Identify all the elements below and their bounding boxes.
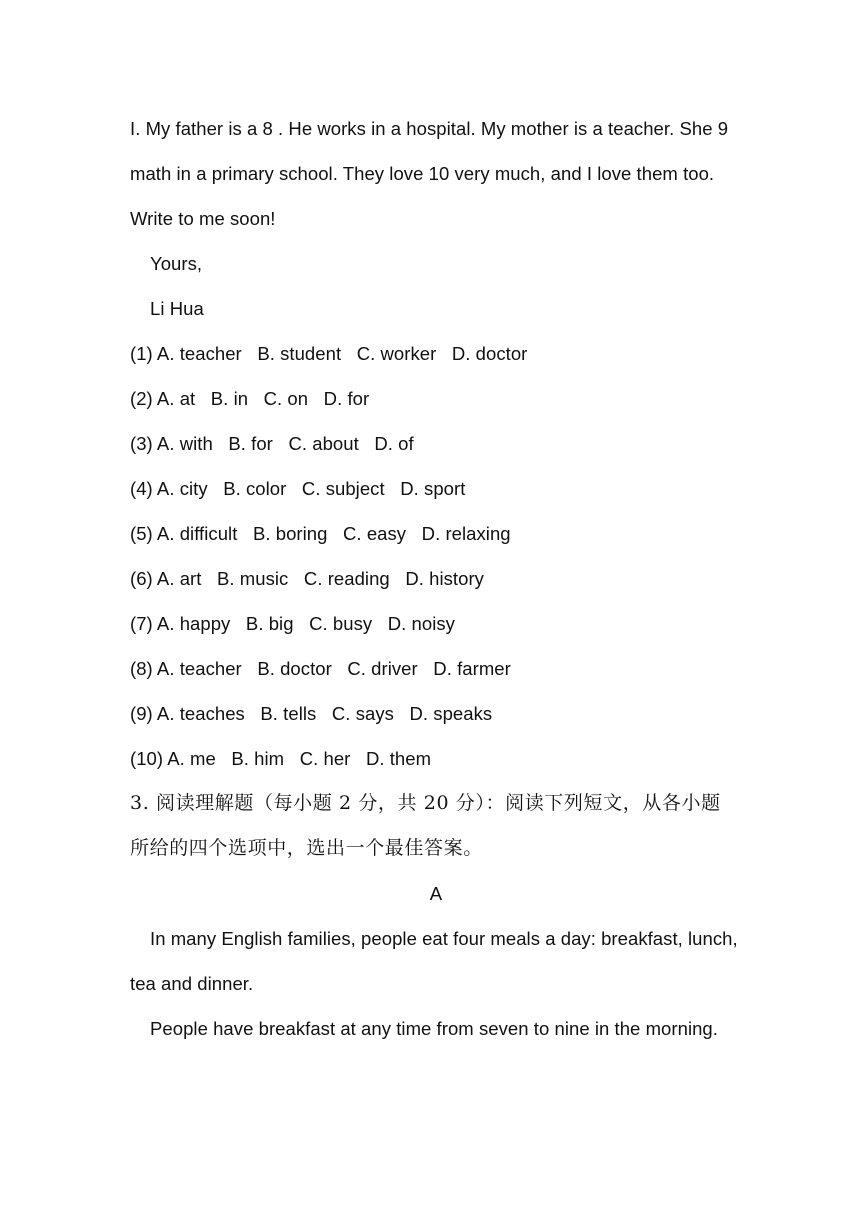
option-line-3: (3) A. with B. for C. about D. of: [130, 433, 414, 454]
passage-label: A: [429, 883, 443, 904]
option-line-8: (8) A. teacher B. doctor C. driver D. farmer: [130, 658, 511, 679]
letter-salutation: Yours,: [150, 253, 203, 274]
reading-paragraph-continued: tea and dinner.: [130, 973, 254, 994]
section-heading: 3. 阅读理解题（每小题 2 分，共 20 分）：阅读下列短文，从各小题: [130, 792, 721, 814]
option-line-4: (4) A. city B. color C. subject D. sport: [130, 478, 466, 499]
answer-options-list: [130, 331, 742, 781]
option-line-5: (5) A. difficult B. boring C. easy D. relaxing: [130, 523, 511, 544]
page-content: [130, 106, 742, 1051]
option-line-7: (7) A. happy B. big C. busy D. noisy: [130, 613, 455, 634]
reading-paragraph: In many English families, people eat four meals a day: breakfast, lunch,: [150, 928, 738, 949]
reading-paragraph: People have breakfast at any time from seven to nine in the morning.: [150, 1018, 718, 1039]
letter-signature: Li Hua: [150, 298, 204, 319]
option-line-10: (10) A. me B. him C. her D. them: [130, 748, 432, 769]
option-line-6: (6) A. art B. music C. reading D. history: [130, 568, 484, 589]
passage-line: Write to me soon!: [130, 208, 276, 229]
section-heading-continued: 所给的四个选项中，选出一个最佳答案。: [130, 837, 483, 859]
option-line-1: (1) A. teacher B. student C. worker D. doctor: [130, 343, 528, 364]
passage-line: math in a primary school. They love 10 very much, and I love them too.: [130, 163, 715, 184]
option-line-9: (9) A. teaches B. tells C. says D. speaks: [130, 703, 493, 724]
option-line-2: (2) A. at B. in C. on D. for: [130, 388, 370, 409]
passage-line: I. My father is a 8 . He works in a hospital. My mother is a teacher. She 9: [130, 118, 729, 139]
